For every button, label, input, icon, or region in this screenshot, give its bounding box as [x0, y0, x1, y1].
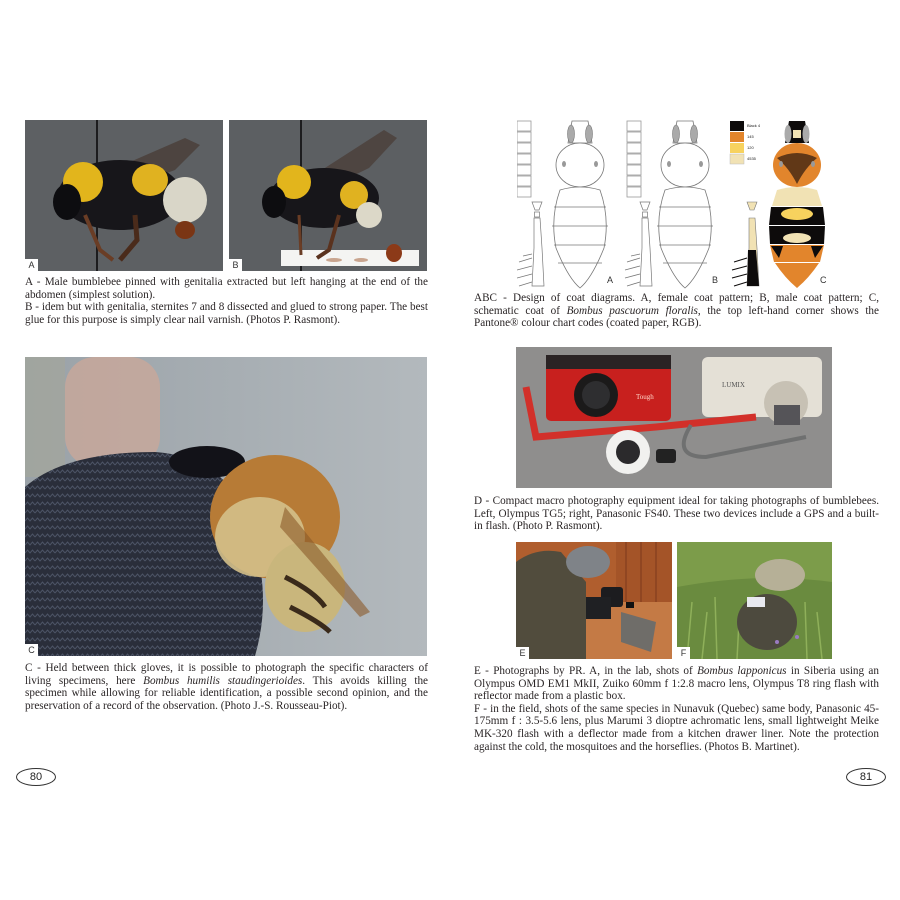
photo-a-pinned-male-bee [25, 120, 223, 271]
page-number-right: 81 [846, 768, 886, 786]
photo-e-lab [516, 542, 672, 659]
field-photographer-illustration [677, 542, 832, 659]
caption-ab [25, 276, 428, 326]
lab-photographer-illustration [516, 542, 672, 659]
caption-abc-pre: ABC - Design of coat diagrams. A, female coat pattern; B, male coat pattern; C, schematic coat of [474, 292, 879, 317]
caption-c [25, 662, 428, 712]
caption-d-text: D - Compact macro photography equipment ideal for taking photographs of bumblebees. Left, Olympus TG5; right, Panasonic FS40. These two devices include a GPS and a built-in flash. (Photo P. Rasmont). [474, 495, 879, 533]
caption-e-pre: E - Photographs by PR. A, in the lab, shots of [474, 665, 698, 677]
pantone-code: 120 [747, 145, 754, 150]
bee-illustration-a [25, 120, 223, 271]
figure-label: A [25, 259, 38, 271]
pantone-code: 4535 [747, 156, 756, 161]
bee-illustration-b [229, 120, 427, 271]
photo-f-field [677, 542, 832, 659]
caption-a-text: A - Male bumblebee pinned with genitalia extracted but left hanging at the end of the abdomen (simplest solution). [25, 276, 428, 301]
figure-label: C [25, 644, 38, 656]
camera-brand-tough: Tough [636, 393, 654, 401]
caption-c-pre: C - Held between thick gloves, it is possible to photograph the specific characters of living specimens, here [25, 662, 428, 687]
figure-label: F [677, 647, 690, 659]
diagram-label-c: C [820, 275, 827, 285]
pantone-code: Black 4 [747, 123, 761, 128]
caption-abc-species: Bombus pascuorum floralis [566, 304, 698, 317]
diagram-label-a: A [607, 275, 614, 285]
diagram-label-b: B [712, 275, 719, 285]
photo-b-pinned-bee-dissected [229, 120, 427, 271]
caption-abc [474, 292, 879, 330]
figure-label: B [229, 259, 242, 271]
pantone-legend [747, 120, 787, 164]
cameras-illustration [516, 347, 832, 488]
caption-e-post: in Siberia using an Olympus OMD EM1 MkII, Zuiko 60mm f 1:2.8 macro lens, Olympus T8 ring flash with reflector made from a plastic box. [474, 665, 879, 703]
coat-diagram-figure [517, 118, 847, 290]
coat-diagrams [517, 118, 847, 290]
figure-label: E [516, 647, 529, 659]
caption-f-text: F - in the field, shots of the same species in Nunavuk (Quebec) same body, Panasonic 45-175mm f : 3.5-5.6 lens, plus Marumi 3 dioptre achromatic lens, small lightweight Meike MK-320 flash with a deflector made from a kitchen drawer liner. Note the protection against the cold, the mosquitoes and the horseflies. (Photos B. Martinet). [474, 702, 879, 753]
photo-c-bee-on-glove [25, 357, 427, 656]
bee-on-glove-illustration [25, 357, 427, 656]
caption-c-species: Bombus humilis staudingerioides [143, 674, 303, 687]
caption-c-post: . This avoids killing the specimen while allowing for reliable identification, a possible second opinion, and the preservation of a record of the observation. (Photo J.-S. Rousseau-Piot). [25, 674, 429, 712]
caption-e-species: Bombus lapponicus [697, 665, 787, 677]
caption-b-text: B - idem but with genitalia, sternites 7 and 8 dissected and glued to strong paper. The best glue for this purpose is simply clear nail varnish. (Photos P. Rasmont). [25, 301, 428, 326]
photo-d-cameras [516, 347, 832, 488]
pantone-code: 145 [747, 134, 754, 139]
page-number-left: 80 [16, 768, 56, 786]
caption-abc-post: , the top left-hand corner shows the Pantone® colour chart codes (coated paper, RGB). [474, 304, 879, 330]
camera-brand-lumix: LUMIX [722, 381, 745, 389]
right-page [450, 0, 900, 900]
caption-d [474, 495, 879, 533]
caption-ef [474, 665, 879, 753]
